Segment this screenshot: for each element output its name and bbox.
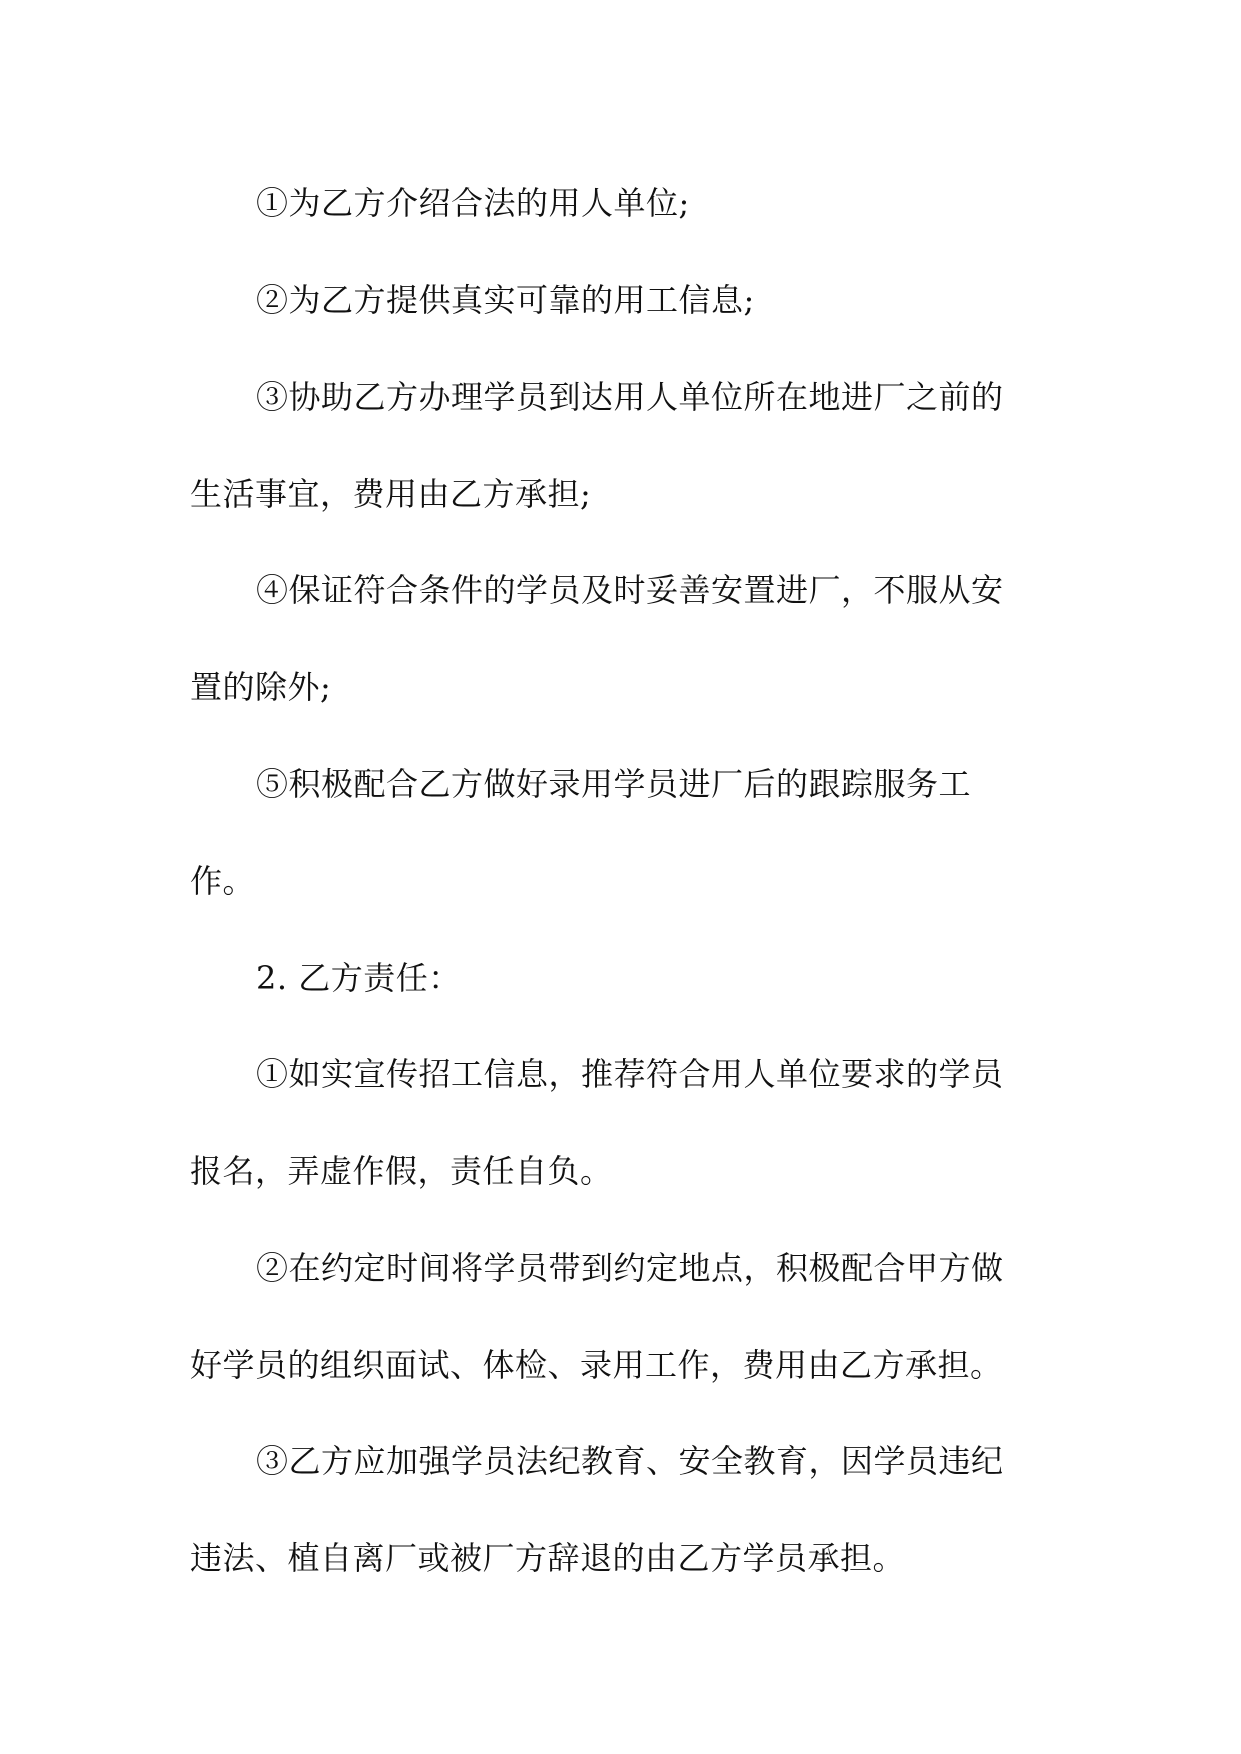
- section-heading: 2. 乙方责任：: [256, 959, 461, 997]
- paragraph-line: ①为乙方介绍合法的用人单位;: [256, 184, 690, 222]
- paragraph-line: ②为乙方提供真实可靠的用工信息;: [256, 281, 755, 319]
- paragraph-line: ④保证符合条件的学员及时妥善安置进厂，不服从安: [256, 571, 1004, 609]
- paragraph-line: ⑤积极配合乙方做好录用学员进厂后的跟踪服务工: [256, 765, 972, 803]
- paragraph-line: 置的除外;: [190, 668, 332, 706]
- paragraph-line: ③乙方应加强学员法纪教育、安全教育，因学员违纪: [256, 1442, 1004, 1480]
- paragraph-line: 好学员的组织面试、体检、录用工作，费用由乙方承担。: [190, 1346, 1003, 1384]
- paragraph-line: 生活事宜，费用由乙方承担;: [190, 475, 592, 513]
- paragraph-line: ③协助乙方办理学员到达用人单位所在地进厂之前的: [256, 378, 1004, 416]
- paragraph-line: 违法、植自离厂或被厂方辞退的由乙方学员承担。: [190, 1539, 906, 1577]
- paragraph-line: 作。: [190, 862, 256, 900]
- paragraph-line: ②在约定时间将学员带到约定地点，积极配合甲方做: [256, 1249, 1004, 1287]
- paragraph-line: ①如实宣传招工信息，推荐符合用人单位要求的学员: [256, 1055, 1004, 1093]
- paragraph-line: 报名，弄虚作假，责任自负。: [190, 1152, 613, 1190]
